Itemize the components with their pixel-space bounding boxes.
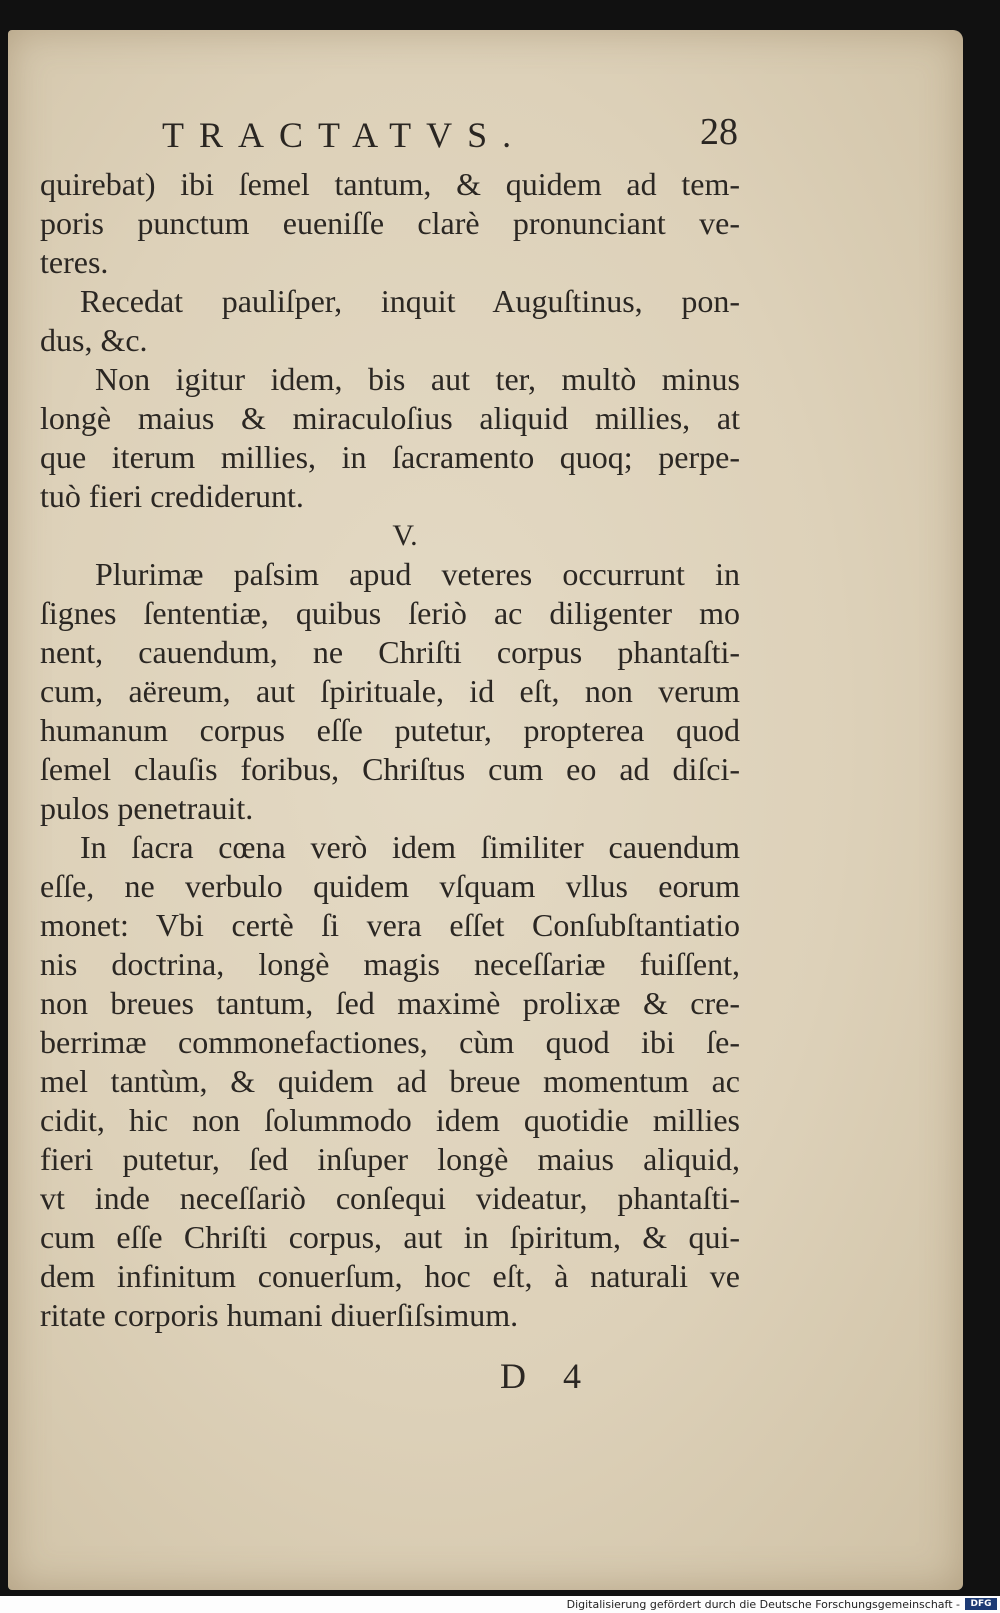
text-line: nis doctrina, longè magis neceſſariæ fuiſſent, (40, 946, 740, 982)
text-line: dus, &c. (40, 322, 148, 358)
text-line: tuò fieri crediderunt. (40, 478, 304, 514)
funding-note: Digitalisierung gefördert durch die Deutsche Forschungsgemeinschaft - (566, 1598, 960, 1611)
text-line: nent, cauendum, ne Chriſti corpus phantaſti- (40, 634, 740, 670)
text-line: Plurimæ paſsim apud veteres occurrunt in (95, 556, 740, 592)
text-line: non breues tantum, ſed maximè prolixæ & cre- (40, 985, 740, 1021)
text-line: que iterum millies, in ſacramento quoq; perpe- (40, 439, 740, 475)
text-line: cum, aëreum, aut ſpirituale, id eſt, non verum (40, 673, 740, 709)
body-text (40, 165, 740, 1335)
dfg-logo: DFG (965, 1598, 997, 1610)
text-line: poris punctum eueniſſe clarè pronunciant ve- (40, 205, 740, 241)
text-line: Non igitur idem, bis aut ter, multò minus (95, 361, 740, 397)
text-line: humanum corpus eſſe putetur, propterea quod (40, 712, 740, 748)
text-line: berrimæ commonefactiones, cùm quod ibi ſe- (40, 1024, 740, 1060)
page-number: 28 (700, 111, 738, 153)
text-line: fieri putetur, ſed inſuper longè maius aliquid, (40, 1141, 740, 1177)
text-line: ſemel clauſis foribus, Chriſtus cum eo ad diſci- (40, 751, 740, 787)
text-line: teres. (40, 244, 109, 280)
running-title: TRACTATVS. (162, 115, 527, 155)
text-line: ritate corporis humani diuerſiſsimum. (40, 1297, 519, 1333)
text-line: pulos penetrauit. (40, 790, 254, 826)
text-line: dem infinitum conuerſum, hoc eſt, à naturali ve (40, 1258, 740, 1294)
text-line: mel tantùm, & quidem ad breue momentum ac (40, 1063, 740, 1099)
text-line: cidit, hic non ſolummodo idem quotidie millies (40, 1102, 740, 1138)
text-line: monet: Vbi certè ſi vera eſſet Conſubſtantiatio (40, 907, 740, 943)
text-line: In ſacra cœna verò idem ſimiliter cauendum (80, 829, 740, 865)
text-line: longè maius & miraculoſius aliquid millies, at (40, 400, 740, 436)
text-line: eſſe, ne verbulo quidem vſquam vllus eorum (40, 868, 740, 904)
text-line: quirebat) ibi ſemel tantum, & quidem ad tem- (40, 166, 740, 202)
text-line: Recedat pauliſper, inquit Auguſtinus, pon- (80, 283, 740, 319)
text-line: cum eſſe Chriſti corpus, aut in ſpiritum, & qui- (40, 1219, 740, 1255)
page-header (150, 110, 750, 160)
signature-mark: D 4 (500, 1356, 595, 1396)
text-line: ſignes ſententiæ, quibus ſeriò ac diligenter mo (40, 595, 740, 631)
section-numeral: V. (392, 519, 418, 552)
text-line: vt inde neceſſariò conſequi videatur, phantaſti- (40, 1180, 740, 1216)
